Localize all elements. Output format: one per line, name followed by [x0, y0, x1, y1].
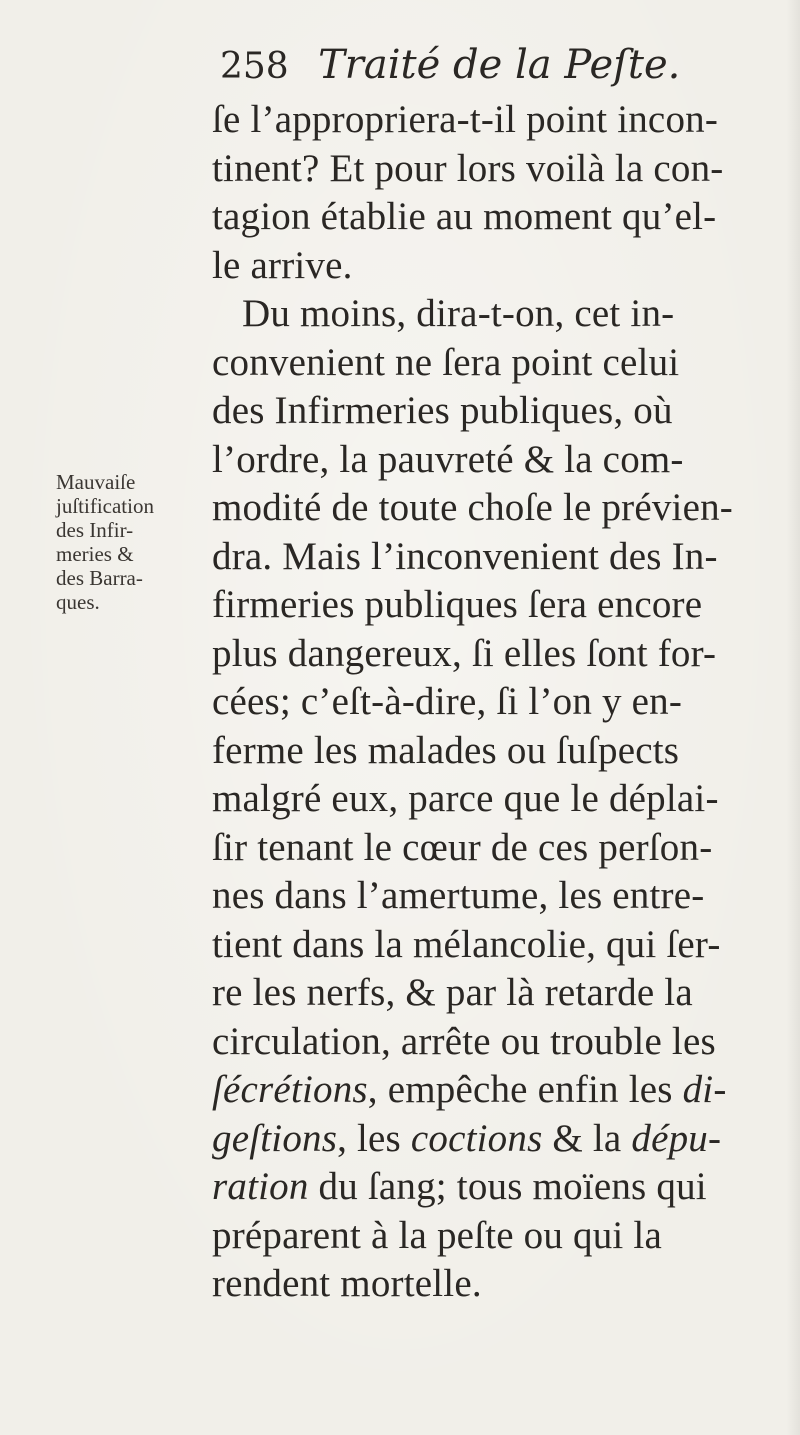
- text-line: malgré eux, parce que le déplai-: [212, 777, 719, 820]
- text-line: ſir tenant le cœur de ces perſon-: [212, 825, 713, 869]
- text-line: convenient ne ſera point celui: [212, 340, 680, 384]
- text-line: Du moins, dira-t-on, cet in-: [242, 292, 675, 335]
- text-line: nes dans l’amertume, les entre-: [212, 874, 705, 917]
- text-line: [212, 1115, 792, 1164]
- text-line: des Infirmeries publiques, où: [212, 389, 673, 432]
- text-line: le arrive.: [212, 243, 353, 287]
- text-line: ſe l’appropriera-t-il point incon-: [212, 98, 719, 141]
- italic-term: ſécrétions: [212, 1068, 368, 1111]
- text-line: plus dangereux, ſi elles ſont for-: [212, 631, 717, 675]
- text-line: tinent? Et pour lors voilà la con-: [212, 146, 724, 190]
- running-title: Traité de la Peſte.: [318, 42, 681, 88]
- text-line: tagion établie au moment qu’el-: [212, 195, 717, 238]
- text-line: [212, 1163, 792, 1212]
- text-run: , empêche enfin les: [367, 1068, 683, 1111]
- marginal-note-line: des Infir-: [56, 518, 134, 542]
- italic-term: di-: [682, 1068, 727, 1111]
- text-line: préparent à la peſte ou qui la: [212, 1213, 662, 1257]
- text-line: circulation, arrête ou trouble les: [212, 1019, 716, 1063]
- text-line: firmeries publiques ſera encore: [212, 583, 703, 626]
- text-line: rendent mortelle.: [212, 1262, 482, 1305]
- text-line: ferme les malades ou ſuſpects: [212, 728, 680, 772]
- running-head: [220, 38, 720, 90]
- marginal-note: [56, 470, 216, 614]
- text-run: du ſang; tous moïens qui: [308, 1165, 707, 1208]
- marginal-note-line: ques.: [56, 590, 100, 614]
- text-run: , les: [337, 1116, 411, 1160]
- italic-term: ration: [212, 1165, 309, 1208]
- body-text: [212, 96, 792, 1309]
- italic-term: dépu-: [631, 1116, 722, 1160]
- italic-term: geſtions: [212, 1116, 338, 1160]
- text-line: dra. Mais l’inconvenient des In-: [212, 534, 718, 578]
- marginal-note-line: des Barra-: [56, 566, 143, 590]
- page-number: 258: [220, 46, 289, 87]
- text-line: l’ordre, la pauvreté & la com-: [212, 437, 684, 481]
- marginal-note-line: meries &: [56, 542, 134, 566]
- text-line: [212, 1066, 792, 1115]
- text-line: modité de toute choſe le prévien-: [212, 486, 733, 529]
- text-line: tient dans la mélancolie, qui ſer-: [212, 922, 721, 966]
- italic-term: coctions: [410, 1116, 543, 1160]
- marginal-note-line: Mauvaiſe: [56, 470, 136, 494]
- text-line: cées; c’eſt-à-dire, ſi l’on y en-: [212, 680, 683, 723]
- text-line: re les nerfs, & par là retarde la: [212, 971, 693, 1014]
- text-run: & la: [542, 1116, 632, 1160]
- marginal-note-line: juſtification: [56, 494, 154, 518]
